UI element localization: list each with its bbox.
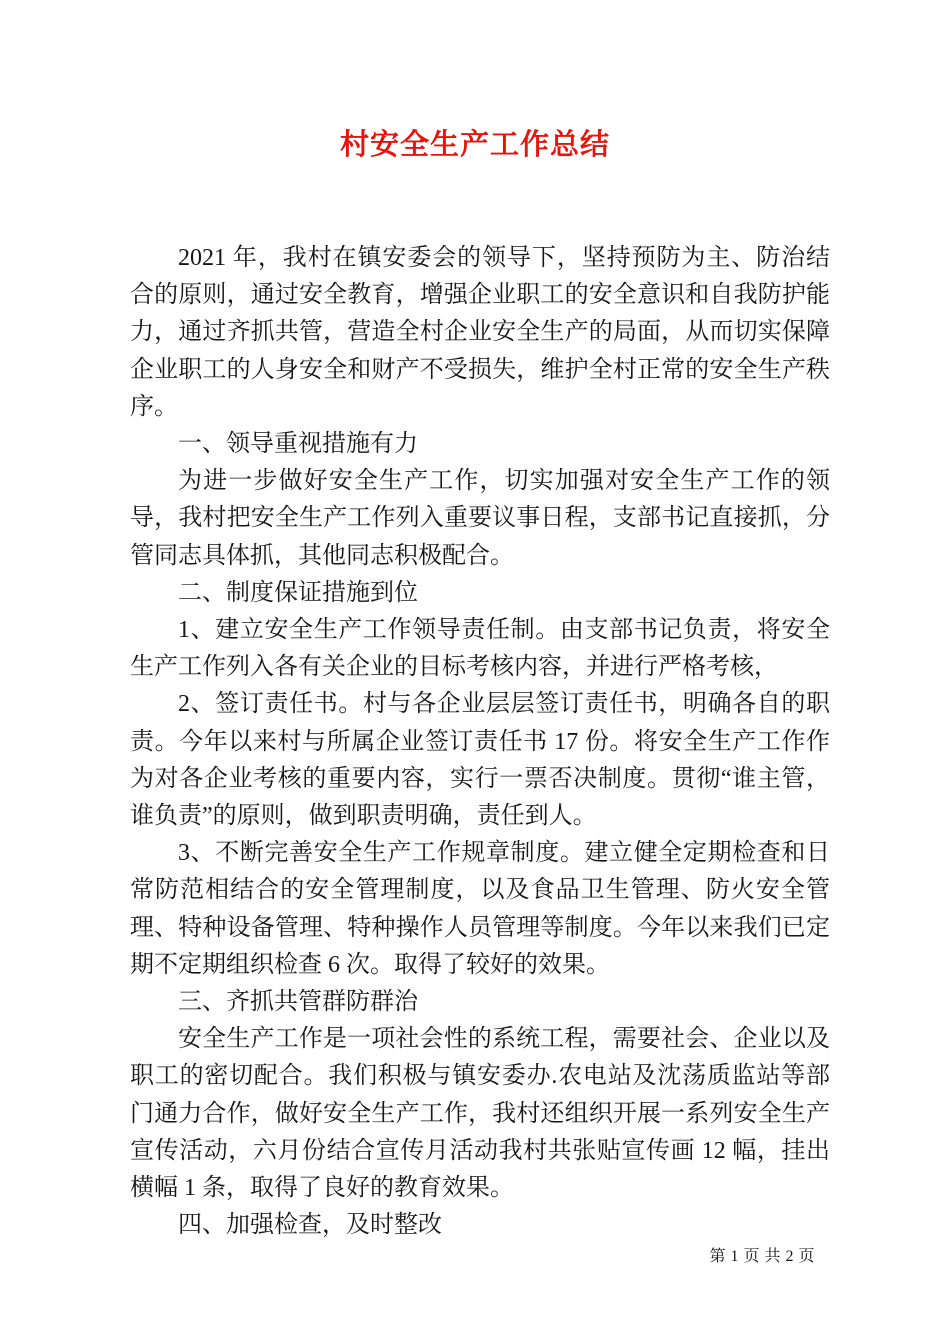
page-number-footer: 第 1 页 共 2 页 — [709, 1248, 815, 1265]
body-paragraph: 3、不断完善安全生产工作规章制度。建立健全定期检查和日常防范相结合的安全管理制度，以及食品卫生管理、防火安全管理、特种设备管理、特种操作人员管理等制度。今年以来我们已定期不定期组织检查 6 次。取得了较好的效果。 — [130, 840, 830, 978]
body-paragraph: 1、建立安全生产工作领导责任制。由支部书记负责，将安全生产工作列入各有关企业的目标考核内容，并进行严格考核， — [130, 617, 830, 681]
document-body — [130, 240, 830, 1244]
section-heading: 四、加强检查，及时整改 — [178, 1212, 442, 1239]
section-heading: 三、齐抓共管群防群治 — [178, 989, 418, 1016]
body-paragraph: 安全生产工作是一项社会性的系统工程，需要社会、企业以及职工的密切配合。我们积极与镇安委办.农电站及沈荡质监站等部门通力合作，做好安全生产工作，我村还组织开展一系列安全生产宣传活动，六月份结合宣传月活动我村共张贴宣传画 12 幅，挂出横幅 1 条，取得了良好的教育效果。 — [130, 1026, 830, 1202]
section-heading: 二、制度保证措施到位 — [178, 579, 418, 606]
body-paragraph: 2、签订责任书。村与各企业层层签订责任书，明确各自的职责。今年以来村与所属企业签订责任书 17 份。将安全生产工作作为对各企业考核的重要内容，实行一票否决制度。贯彻“谁主管，谁负责”的原则，做到职责明确，责任到人。 — [130, 691, 830, 830]
body-paragraph: 2021 年，我村在镇安委会的领导下，坚持预防为主、防治结合的原则，通过安全教育，增强企业职工的安全意识和自我防护能力，通过齐抓共管，营造全村企业安全生产的局面，从而切实保障企业职工的人身安全和财产不受损失，维护全村正常的安全生产秩序。 — [130, 245, 830, 420]
document-title: 村安全生产工作总结 — [339, 129, 610, 161]
section-heading: 一、领导重视措施有力 — [178, 431, 418, 458]
body-paragraph: 为进一步做好安全生产工作，切实加强对安全生产工作的领导，我村把安全生产工作列入重要议事日程，支部书记直接抓，分管同志具体抓，其他同志积极配合。 — [130, 468, 830, 569]
